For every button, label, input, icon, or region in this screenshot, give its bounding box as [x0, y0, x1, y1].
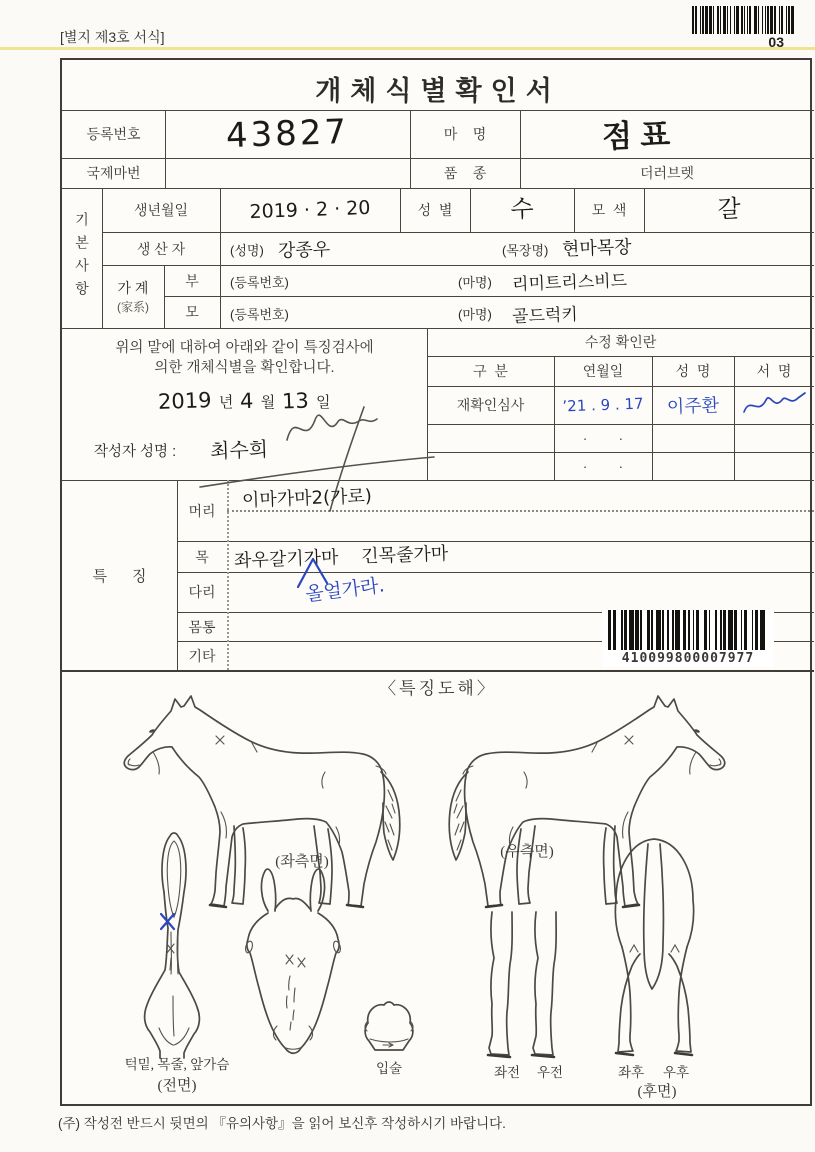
- coat-color-label: 모 색: [591, 202, 627, 218]
- confirm-date-month: 4: [240, 388, 255, 414]
- sire-name-sublabel: (마명): [458, 275, 492, 290]
- revision-row-date: ’21 . 9 . 17: [562, 394, 644, 416]
- neck-chest-front-diagram: [137, 828, 212, 1058]
- sex-value: 수: [510, 194, 535, 223]
- leg-label-hind-left: 좌후: [617, 1065, 645, 1080]
- breed-label: 품 종: [443, 165, 487, 181]
- feature-barcode: [602, 610, 774, 650]
- writer-name-value: 최수희: [209, 436, 269, 464]
- rear-view-diagram: [602, 828, 707, 1063]
- feature-row-label-etc: 기타: [188, 647, 216, 664]
- statement-line1: 위의 말에 대하여 아래와 같이 특징검사에: [115, 339, 374, 356]
- revision-col-category: 구 분: [473, 363, 508, 379]
- revision-table-title: 수정 확인란: [584, 334, 657, 350]
- feature-row-label-neck: 목: [195, 548, 209, 565]
- sex-label: 성 별: [417, 202, 453, 218]
- front-view-sub-label: (전면): [157, 1077, 197, 1094]
- statement-line2: 의한 개체식별을 확인합니다.: [154, 359, 335, 376]
- breeder-row: [220, 232, 814, 265]
- revision-col-name: 성 명: [675, 363, 711, 379]
- top-barcode: [688, 6, 800, 34]
- day-unit-label: 일: [316, 393, 331, 411]
- dam-name-value: 골드럭키: [511, 304, 579, 328]
- breeder-name-sublabel: (성명): [230, 243, 264, 258]
- revision-row-name: 이주환: [666, 395, 720, 418]
- reg-no-value: 43827: [225, 111, 350, 157]
- reg-no-label: 등록번호: [86, 126, 141, 142]
- grid-line: [177, 541, 814, 542]
- basic-info-section-label: 기본사항: [74, 212, 90, 304]
- revision-col-sign: 서 명: [756, 363, 792, 379]
- page-number: 03: [768, 34, 784, 50]
- horse-name-label: 마 명: [443, 126, 487, 142]
- leg-label-front-left: 좌전: [493, 1065, 521, 1080]
- dam-regno-sublabel: (등록번호): [230, 307, 289, 322]
- leg-label-hind-right: 우후: [662, 1065, 690, 1080]
- feature-row-label-head: 머리: [188, 502, 216, 519]
- feature-head-value: 이마가마2(가로): [241, 485, 373, 512]
- left-side-view-label: (좌측면): [275, 853, 329, 870]
- dam-row: [220, 296, 814, 328]
- features-section-label: 특 징: [92, 567, 147, 585]
- horse-name-value: 점표: [601, 116, 679, 155]
- farm-name-value: 현마목장: [561, 236, 632, 261]
- right-side-view-label: (우측면): [500, 843, 554, 860]
- diagram-box-top-border: [62, 670, 814, 672]
- birth-date-value: 2019 · 2 · 20: [249, 196, 371, 224]
- dam-label: 모: [185, 304, 199, 320]
- revision-row-category: 재확인심사: [456, 397, 525, 413]
- revision-col-date: 연월일: [582, 363, 624, 379]
- footer-note: (주) 작성전 반드시 뒷면의 『유의사항』을 읽어 보신후 작성하시기 바랍니다.: [58, 1116, 506, 1131]
- leg-label-front-right: 우전: [536, 1065, 564, 1080]
- feature-barcode-number: 410099800007977: [602, 650, 774, 667]
- breeder-label: 생 산 자: [136, 240, 186, 257]
- breed-value: 더러브렛: [639, 165, 695, 181]
- reviewer-signature: [738, 390, 810, 420]
- identification-form: [60, 58, 812, 1106]
- breeder-name-value: 강종우: [277, 239, 331, 262]
- form-code-note: [별지 제3호 서식]: [60, 29, 165, 45]
- form-title: 개체식별확인서: [315, 75, 561, 106]
- lips-diagram: [354, 998, 424, 1056]
- grid-line: [177, 572, 814, 573]
- writer-label: 작성자 성명 :: [94, 444, 177, 460]
- front-view-label: 턱밑, 목줄, 앞가슴: [124, 1057, 230, 1072]
- farm-name-sublabel: (목장명): [502, 243, 549, 258]
- month-unit-label: 월: [260, 393, 276, 411]
- birth-date-label: 생년월일: [133, 202, 189, 218]
- horse-face-front-diagram: [237, 864, 349, 1064]
- year-unit-label: 년: [218, 393, 234, 411]
- dam-name-sublabel: (마명): [458, 307, 492, 322]
- confirm-date-year: 2019: [158, 388, 213, 414]
- feature-neck-value: 좌우갈기가마 긴목줄가마: [233, 543, 449, 572]
- sire-label: 부: [185, 272, 199, 289]
- lineage-hanja: (家系): [117, 300, 149, 314]
- coat-color-value: 갈: [717, 194, 742, 223]
- rear-view-label: (후면): [637, 1083, 677, 1100]
- feature-row-label-body: 몸통: [188, 618, 216, 635]
- sire-row: [220, 265, 814, 296]
- feature-row-label-legs: 다리: [188, 584, 216, 600]
- sire-regno-sublabel: (등록번호): [230, 275, 289, 290]
- revision-empty-date-dots: · ·: [582, 458, 624, 474]
- feature-legs-value: 올얼가라.: [304, 574, 386, 606]
- confirm-date-day: 13: [281, 388, 310, 414]
- lineage-label-cell: [102, 265, 164, 328]
- sire-name-value: 리미트리스비드: [511, 270, 628, 295]
- lips-label: 입술: [375, 1061, 403, 1076]
- intl-no-label: 국제마번: [86, 165, 141, 181]
- revision-empty-date-dots: · ·: [582, 430, 624, 446]
- lineage-label: 가 계: [117, 280, 149, 296]
- front-legs-diagram: [484, 912, 574, 1064]
- diagram-title: 〈특징도해〉: [379, 678, 497, 698]
- horse-right-side-diagram: [427, 694, 757, 909]
